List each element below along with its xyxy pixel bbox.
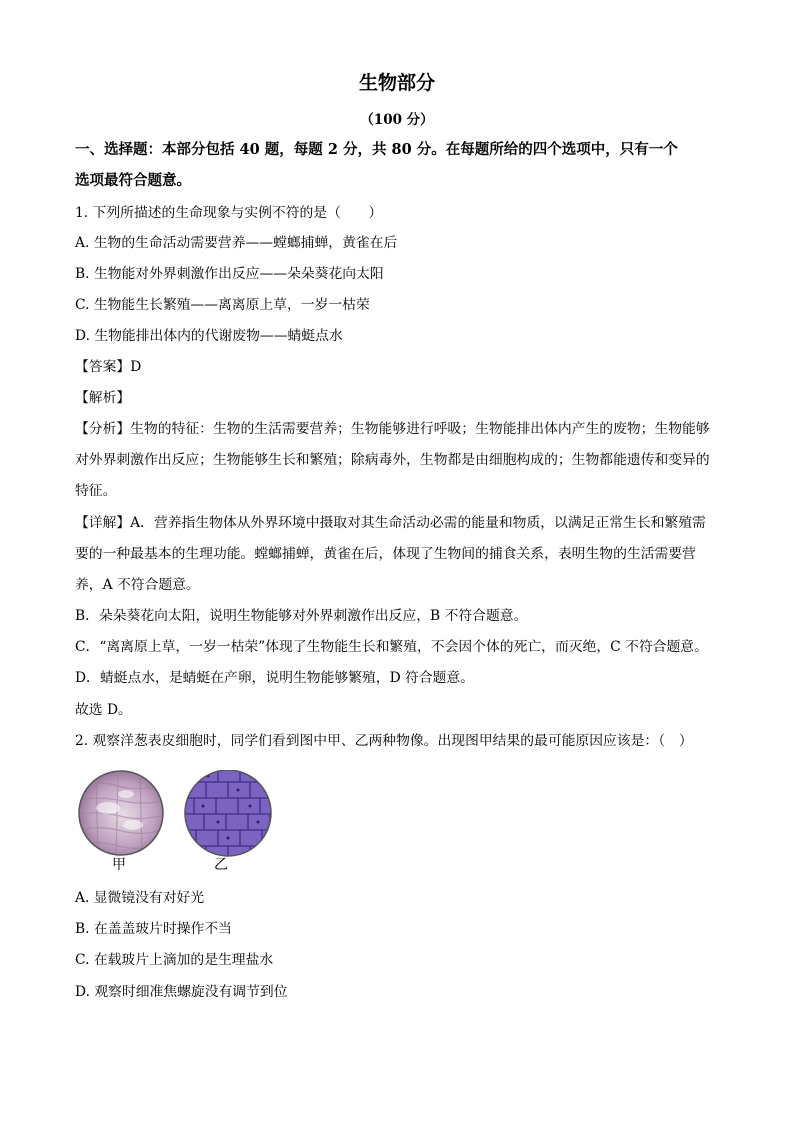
q1-xiangjie-line5: C．“离离原上草，一岁一枯荣”体现了生物能生长和繁殖，不会因个体的死亡，而灭绝，C 不符合题意。 — [75, 639, 708, 655]
q2-stem: 2. 观察洋葱表皮细胞时，同学们看到图中甲、乙两种物像。出现图甲结果的最可能原因应该是：（ ） — [75, 733, 693, 749]
q1-stem: 1. 下列所描述的生命现象与实例不符的是（ ） — [75, 205, 383, 221]
q1-option-c: C. 生物能生长繁殖——离离原上草，一岁一枯荣 — [75, 297, 370, 313]
q1-fenxi-line1: 【分析】生物的特征：生物的生活需要营养；生物能够进行呼吸；生物能排出体内产生的废物；生物能够 — [75, 421, 710, 437]
q1-xiangjie-line7: 故选 D。 — [75, 702, 132, 718]
label-jia: 甲 — [112, 857, 126, 873]
section-header-line2: 选项最符合题意。 — [75, 172, 191, 189]
answer-tag: 【答案】 — [75, 359, 131, 375]
q1-option-a: A. 生物的生命活动需要营养——螳螂捕蝉，黄雀在后 — [75, 235, 398, 251]
q2-option-a: A. 显微镜没有对好光 — [75, 890, 205, 906]
section-header-line1: 一、选择题：本部分包括 40 题，每题 2 分，共 80 分。在每题所给的四个选项中，只有一个 — [75, 141, 678, 158]
q1-fenxi-line3: 特征。 — [75, 483, 117, 499]
q1-fenxi-line2: 对外界刺激作出反应；生物能够生长和繁殖；除病毒外，生物都是由细胞构成的；生物都能遗传和变异的 — [75, 452, 710, 468]
cell-images — [78, 770, 278, 880]
answer-value: D — [130, 359, 142, 375]
q1-option-d: D. 生物能排出体内的代谢废物——蜻蜓点水 — [75, 328, 343, 344]
q1-analysis-tag: 【解析】 — [75, 390, 131, 406]
q1-xiangjie-line2: 要的一种最基本的生理功能。螳螂捕蝉，黄雀在后，体现了生物间的捕食关系，表明生物的生活需要营 — [75, 546, 696, 562]
label-yi: 乙 — [214, 857, 228, 873]
q1-xiangjie-line3: 养，A 不符合题意。 — [75, 577, 200, 593]
q1-xiangjie-line4: B．朵朵葵花向太阳，说明生物能够对外界刺激作出反应，B 不符合题意。 — [75, 608, 528, 624]
q2-option-c: C. 在载玻片上滴加的是生理盐水 — [75, 952, 274, 968]
q2-option-d: D. 观察时细准焦螺旋没有调节到位 — [75, 984, 288, 1000]
page-subtitle: （100 分） — [360, 112, 434, 128]
page-title: 生物部分 — [358, 72, 435, 94]
cell-figure — [78, 770, 278, 880]
q2-option-b: B. 在盖盖玻片时操作不当 — [75, 921, 232, 937]
q1-xiangjie-line1: 【详解】A．营养指生物体从外界环境中摄取对其生命活动必需的能量和物质，以满足正常生长和繁殖需 — [75, 515, 706, 531]
q1-xiangjie-line6: D．蜻蜓点水，是蜻蜓在产卵，说明生物能够繁殖，D 符合题意。 — [75, 670, 475, 686]
q1-answer — [75, 357, 141, 377]
q1-option-b: B. 生物能对外界刺激作出反应——朵朵葵花向太阳 — [75, 266, 384, 282]
section-header — [75, 134, 720, 196]
